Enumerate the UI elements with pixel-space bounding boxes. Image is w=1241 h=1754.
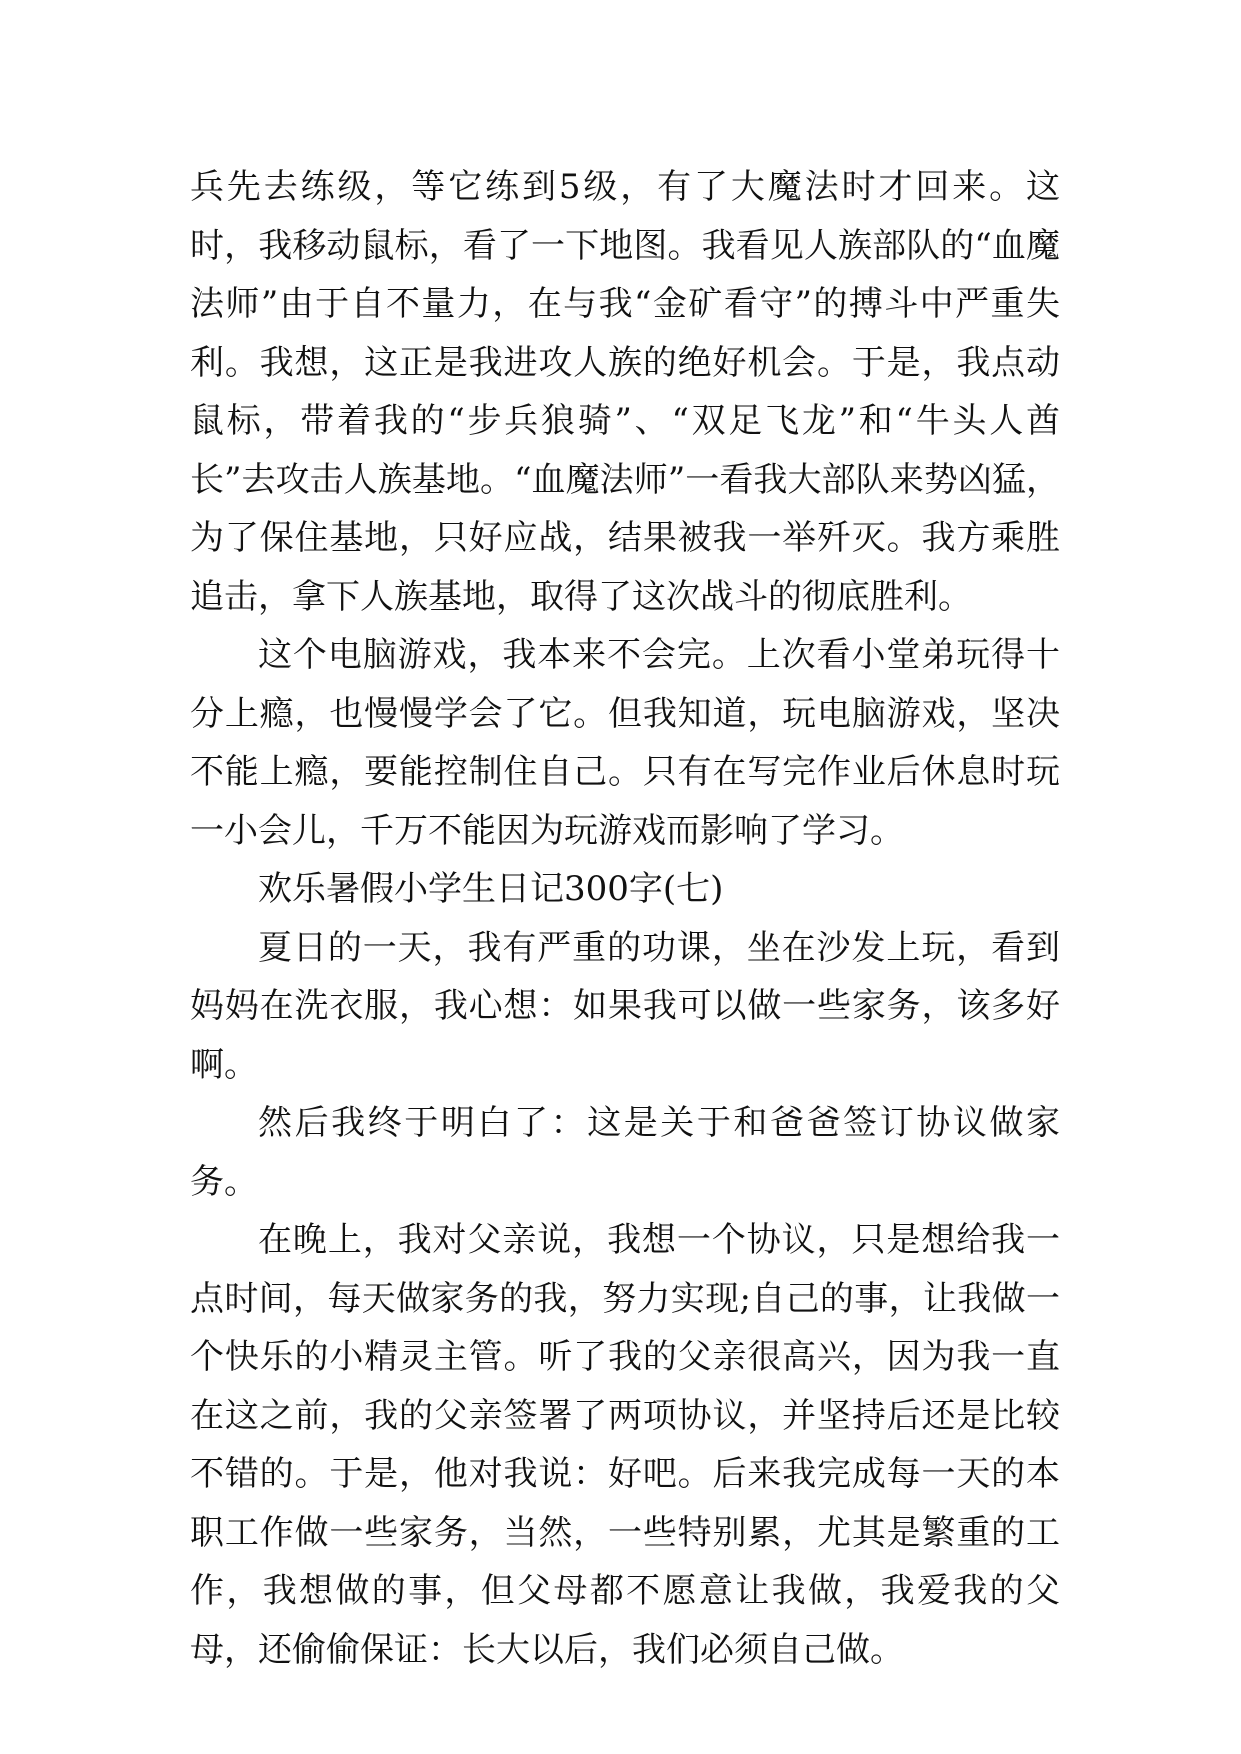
section-heading: 欢乐暑假小学生日记300字(七) xyxy=(258,869,724,909)
paragraph-agreement: 在晚上，我对父亲说，我想一个协议，只是想给我一点时间，每天做家务的我，努力实现;自己的事，让我做一个快乐的小精灵主管。听了我的父亲很高兴，因为我一直在这之前，我的父亲签署了两项协议，并坚持后还是比较不错的。于是，他对我说：好吧。后来我完成每一天的本职工作做一些家务，当然，一些特别累，尤其是繁重的工作，我想做的事，但父母都不愿意让我做，我爱我的父母，还偷偷保证：长大以后，我们必须自己做。 xyxy=(190,1220,1060,1670)
paragraph-realization: 然后我终于明白了：这是关于和爸爸签订协议做家务。 xyxy=(190,1103,1060,1202)
paragraph-summer-day: 夏日的一天，我有严重的功课，坐在沙发上玩，看到妈妈在洗衣服，我心想：如果我可以做一些家务，该多好啊。 xyxy=(190,927,1060,1085)
paragraph-game-battle: 兵先去练级，等它练到5级，有了大魔法时才回来。这时，我移动鼠标，看了一下地图。我看见人族部队的“血魔法师”由于自不量力，在与我“金矿看守”的搏斗中严重失利。我想，这正是我进攻人族的绝好机会。于是，我点动鼠标，带着我的“步兵狼骑”、“双足飞龙”和“牛头人酋长”去攻击人族基地。“血魔法师”一看我大部队来势凶猛，为了保住基地，只好应战，结果被我一举歼灭。我方乘胜追击，拿下人族基地，取得了这次战斗的彻底胜利。 xyxy=(190,167,1060,617)
paragraph-game-reflection: 这个电脑游戏，我本来不会完。上次看小堂弟玩得十分上瘾，也慢慢学会了它。但我知道，玩电脑游戏，坚决不能上瘾，要能控制住自己。只有在写完作业后休息时玩一小会儿，千万不能因为玩游戏而影响了学习。 xyxy=(190,635,1060,851)
document-body xyxy=(190,158,1060,1679)
